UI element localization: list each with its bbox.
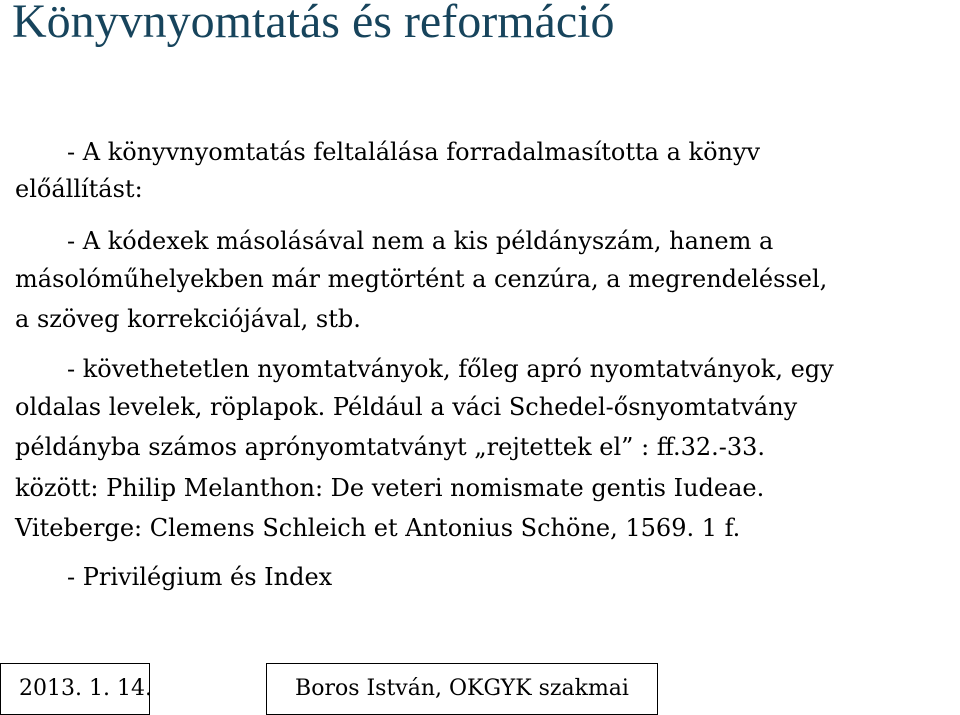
footer-author: Boros István, OKGYK szakmai [266,663,658,715]
text-line-7: oldalas levelek, röplapok. Például a váci Schedel-ősnyomtatvány [15,393,798,421]
slide-title: Könyvnyomtatás és reformáció [12,0,615,48]
text-line-5: a szöveg korrekciójával, stb. [15,305,361,333]
text-line-3: - A kódexek másolásával nem a kis példányszám, hanem a [67,227,774,255]
text-line-10: Viteberge: Clemens Schleich et Antonius Schöne, 1569. 1 f. [15,514,741,542]
text-line-8: példányba számos aprónyomtatványt „rejtettek el” : ff.32.-33. [15,433,766,461]
text-line-1: - A könyvnyomtatás feltalálása forradalmasította a könyv [67,138,761,166]
text-line-9: között: Philip Melanthon: De veteri nomismate gentis Iudeae. [15,474,765,502]
text-line-2: előállítást: [15,175,143,203]
text-line-11: - Privilégium és Index [67,563,333,591]
text-line-6: - követhetetlen nyomtatványok, főleg apró nyomtatványok, egy [67,355,834,383]
footer-date: 2013. 1. 14. [0,663,150,715]
text-line-4: másolóműhelyekben már megtörtént a cenzúra, a megrendeléssel, [15,265,828,293]
